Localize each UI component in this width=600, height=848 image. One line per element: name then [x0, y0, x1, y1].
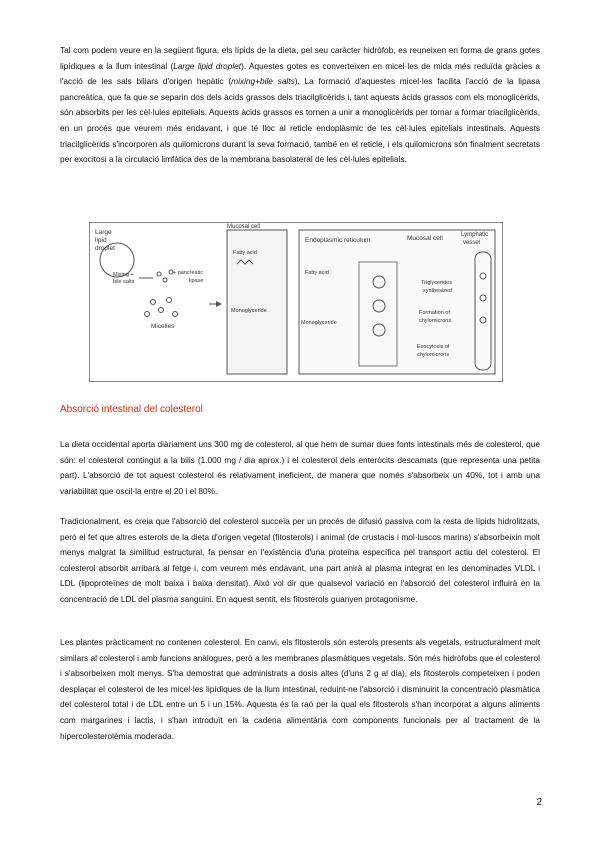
label-mucosal-cell-2: Mucosal cell [407, 235, 443, 242]
label-chylomicrons-1: chylomicrons [419, 318, 452, 324]
paragraph-cholesterol-sources: La dieta occidental aporta diàriament uns 300 mg de colesterol, al que hem de sumar dues fonts intestinals més de colesterol, que són: el colesterol contingut a la bilis (1.000 mg / dia aprox.) i el colesterol dels enteròcits descamats (que representa una petita part). L'absorció de tot aquest colesterol és relativament ineficient, de manera que només s'absorbeix un 40%, tot i amb una variabilitat que oscil·la entre el 20 i el 80%. [60, 439, 540, 496]
label-lymphatic: Lymphatic [461, 232, 489, 238]
label-lipid: lipid [95, 237, 107, 244]
label-micelles: Micelles [151, 323, 175, 330]
paragraph-cholesterol-transport: Tradicionalment, es creia que l'absorció del colesterol succeïa per un procés de difusió passiva com la resta de lípids hidrolitzats, però el fet que altres esterols de la dieta d'origen vegetal (fitosterols) i animal (de crustacis i mol·luscos marins) s'absorbeixin molt menys malgrat la similitud estructural, fa pensar en l'existència d'una proteïna específica pel transport actiu del colesterol. El colesterol absorbit arribarà al fetge i, com veurem més endavant, una part anirà al plasma integrat en les denominades VLDL i LDL (lipoproteïnes de molt baixa i baixa densitat). Això vol dir que qualsevol variació en l'absorció del colesterol influirà en la concentració de LDL del plasma sanguini. En aquest sentit, els fitosterols guanyen protagonisme. [60, 516, 540, 604]
label-monoglyceride-1: Monoglyceride [231, 308, 267, 314]
label-pancreatic: + pancreatic [173, 270, 204, 276]
label-lipase: lipase [189, 278, 204, 284]
label-droplet: droplet [95, 245, 115, 252]
label-er: Endoplasmic reticulum [305, 237, 371, 244]
label-exocytosis: Exocytosis of [417, 344, 450, 350]
label-triglycerides: Triglycerides [421, 280, 452, 286]
label-vessel: vessel [463, 240, 481, 246]
section-heading: Absorció intestinal del colesterol [60, 404, 203, 415]
label-fatty-acid-2: Fatty acid [305, 270, 329, 276]
paragraph-phytosterols: Les plantes pràcticament no contenen colesterol. En canvi, els fitosterols són esterols presents als vegetals, estructuralment molt similars al colesterol i amb funcions anàlogues, però a les membranes plasmàtiques vegetals. Són més hidròfobs que el colesterol i s'absorbeixen molt menys. S'ha demostrat que administrats a dosis altes (d'uns 2 g al dia), els fitosterols competeixen i poden desplaçar el colesterol de les micel·les lipídiques de la llum intestinal, reduint-ne l'absorció i disminuint la concentració plasmàtica del colesterol total i de LDL entre un 5 i un 15%. Aquesta és la raó per la qual els fitosterols s'han incorporat a alguns aliments com margarines i lactis, i s'han introduït en la cadena alimentària com components funcionals per al tractament de la hipercolesterolèmia moderada. [60, 637, 540, 741]
label-formation: Formation of [419, 310, 450, 316]
page-number: 2 [536, 797, 542, 808]
label-bile-salts: bile salts [113, 279, 135, 285]
label-monoglyceride-2: Monoglyceride [301, 320, 337, 326]
label-chylomicrons-2: chylomicrons [417, 352, 450, 358]
label-mucosal-cell-1: Mucosal cell [227, 224, 261, 230]
label-mixing: Mixing + [113, 272, 134, 278]
label-large: Large [95, 229, 112, 236]
label-fatty-acid-1: Fatty acid [233, 250, 257, 256]
lipid-absorption-figure [89, 222, 503, 382]
paragraph-lipid-digestion: Tal com podem veure en la següent figura, els lípids de la dieta, pel seu caràcter hidròfob, es reuneixen en forma de grans gotes lipídiques a la llum intestinal (Large lipid droplet). Aquestes gotes es converteixen en micel·les de mida més reduïda gràcies a l'acció de les sals biliars d'origen hepàtic (mixing+bile salts). La formació d'aquestes micel·les facilita l'acció de la lipasa pancreàtica, que fa que se separin dos dels àcids grassos dels triacilglicèrids i, tant aquests àcids grassos com els monoglicèrids, són absorbits per les cèl·lules epitelials. Aquests àcids grassos es tornen a unir a monoglicèrids per tornar a formar triacilglicèrids, en un procés que veurem més endavant, i que té lloc al reticle endoplàsmic de les cèl·lules epitelials intestinals. Aquests triacilglicèrids s'incorporen als quilomicrons durant la seva formació, també en el reticle, i els quilomicrons són finalment secretats per exocitosi a la circulació limfàtica des de la membrana basolateral de les cèl·lules epitelials. [60, 45, 540, 165]
label-synthesized: synthesized [423, 288, 453, 294]
